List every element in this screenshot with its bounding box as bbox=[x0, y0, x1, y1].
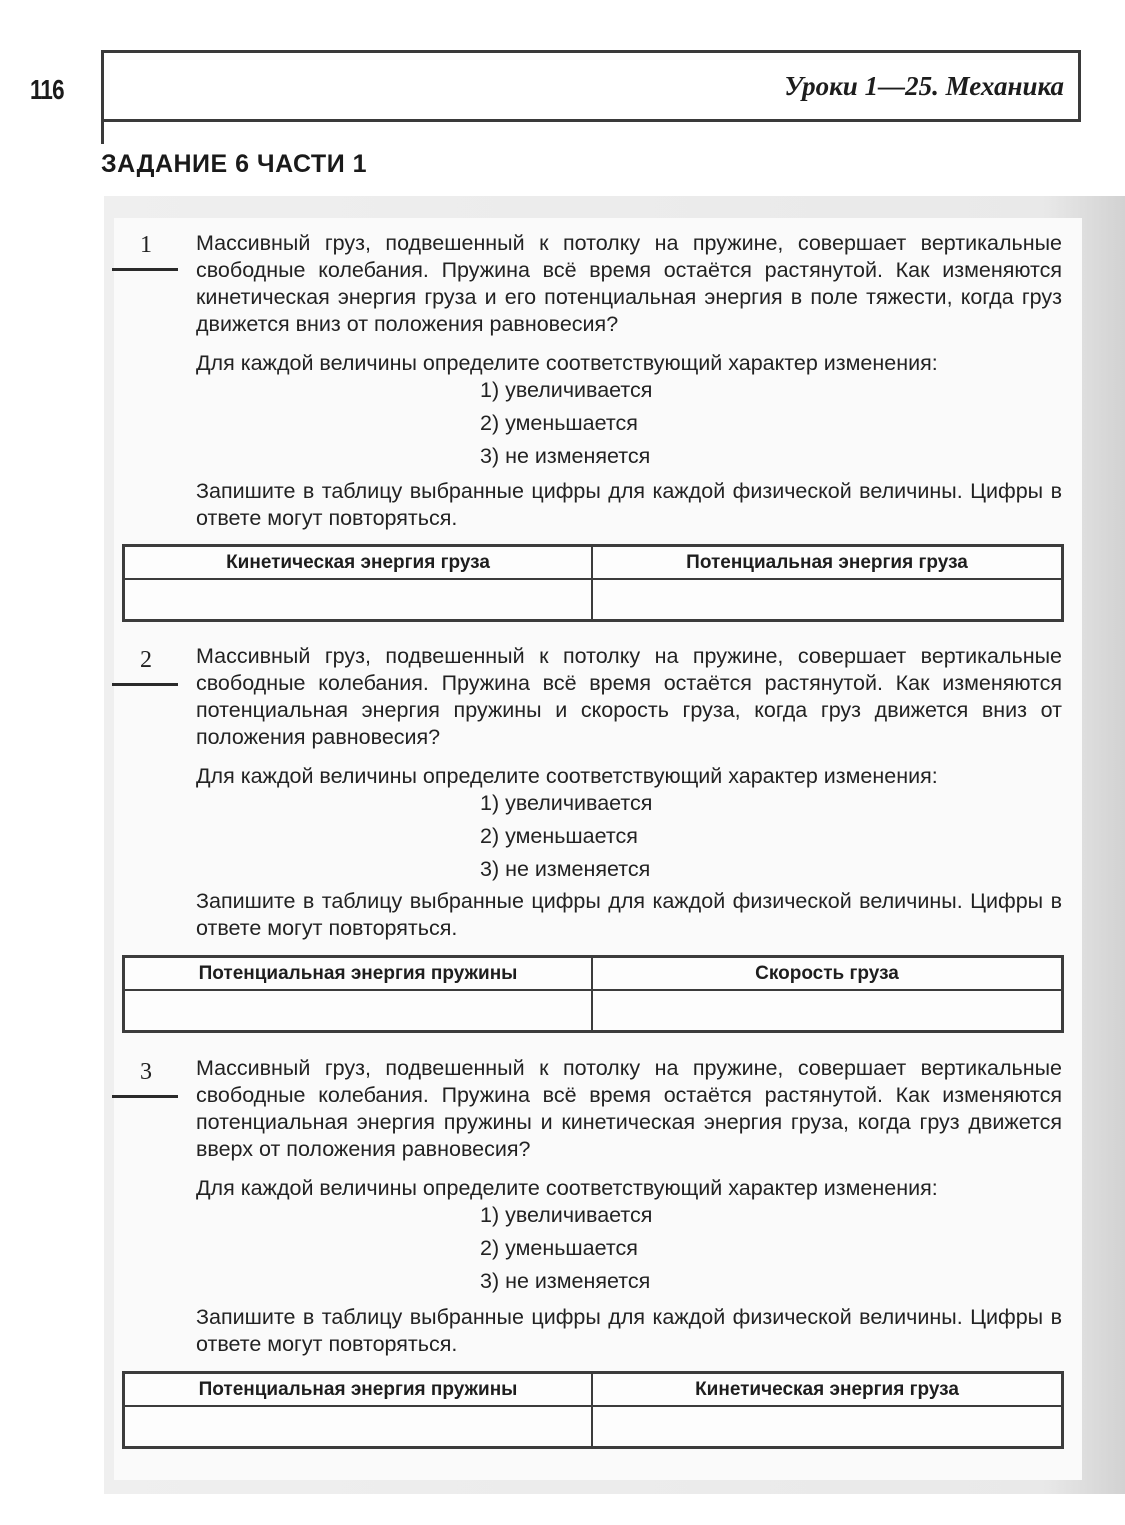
answer-table-header: Скорость груза bbox=[593, 958, 1061, 991]
task-number: 2 bbox=[140, 647, 152, 673]
task-answer-note: Запишите в таблицу выбранные цифры для каждой физической величины. Цифры в ответе могут повторяться. bbox=[196, 1305, 1062, 1356]
task-question: Массивный груз, подвешенный к потолку на пружине, совершает вертикальные свободные колебания. Пружина всё время остаётся растянутой. Как изменяются потенциальная энергия пружины и скорость груза, когда груз движется вниз от положения равновесия? bbox=[196, 644, 1062, 749]
answer-cell[interactable] bbox=[125, 580, 593, 619]
running-header bbox=[101, 50, 1081, 122]
answer-cell[interactable] bbox=[593, 1407, 1061, 1446]
answer-table-header: Потенциальная энергия пружины bbox=[125, 958, 593, 991]
answer-cell[interactable] bbox=[125, 1407, 593, 1446]
answer-cell[interactable] bbox=[125, 991, 593, 1030]
answer-table bbox=[122, 544, 1064, 622]
answer-table bbox=[122, 955, 1064, 1033]
option-decreases: 2) уменьшается bbox=[480, 1236, 638, 1260]
option-unchanged: 3) не изменяется bbox=[480, 1269, 651, 1293]
option-increases: 1) увеличивается bbox=[480, 378, 653, 402]
task-answer-note: Запишите в таблицу выбранные цифры для каждой физической величины. Цифры в ответе могут повторяться. bbox=[196, 889, 1062, 940]
running-head-title: Уроки 1—25. Механика bbox=[784, 71, 1064, 101]
option-unchanged: 3) не изменяется bbox=[480, 444, 651, 468]
task-options bbox=[480, 377, 652, 476]
answer-table bbox=[122, 1371, 1064, 1449]
answer-table-header: Кинетическая энергия груза bbox=[593, 1374, 1061, 1407]
option-decreases: 2) уменьшается bbox=[480, 824, 638, 848]
task-options bbox=[480, 790, 652, 889]
task-options bbox=[480, 1202, 652, 1301]
task-question: Массивный груз, подвешенный к потолку на пружине, совершает вертикальные свободные колебания. Пружина всё время остаётся растянутой. Как изменяются кинетическая энергия груза и его потенциальная энергия в поле тяжести, когда груз движется вниз от положения равновесия? bbox=[196, 231, 1062, 336]
answer-table-header: Потенциальная энергия груза bbox=[593, 547, 1061, 580]
task-instruction: Для каждой величины определите соответствующий характер изменения: bbox=[196, 1176, 938, 1200]
task-number-rule bbox=[112, 1095, 178, 1098]
task-number: 1 bbox=[140, 232, 152, 258]
task-answer-note: Запишите в таблицу выбранные цифры для каждой физической величины. Цифры в ответе могут повторяться. bbox=[196, 479, 1062, 530]
option-unchanged: 3) не изменяется bbox=[480, 857, 651, 881]
page-number: 116 bbox=[30, 74, 64, 105]
task-question: Массивный груз, подвешенный к потолку на пружине, совершает вертикальные свободные колебания. Пружина всё время остаётся растянутой. Как изменяются потенциальная энергия пружины и кинетическая энергия груза, когда груз движется вверх от положения равновесия? bbox=[196, 1056, 1062, 1161]
task-instruction: Для каждой величины определите соответствующий характер изменения: bbox=[196, 764, 938, 788]
task-number-rule bbox=[112, 683, 178, 686]
answer-table-header: Потенциальная энергия пружины bbox=[125, 1374, 593, 1407]
option-increases: 1) увеличивается bbox=[480, 1203, 653, 1227]
answer-cell[interactable] bbox=[593, 991, 1061, 1030]
option-increases: 1) увеличивается bbox=[480, 791, 653, 815]
task-number-rule bbox=[112, 268, 178, 271]
option-decreases: 2) уменьшается bbox=[480, 411, 638, 435]
task-number: 3 bbox=[140, 1059, 152, 1085]
section-title: ЗАДАНИЕ 6 ЧАСТИ 1 bbox=[101, 150, 368, 178]
answer-cell[interactable] bbox=[593, 580, 1061, 619]
answer-table-header: Кинетическая энергия груза bbox=[125, 547, 593, 580]
task-instruction: Для каждой величины определите соответствующий характер изменения: bbox=[196, 351, 938, 375]
